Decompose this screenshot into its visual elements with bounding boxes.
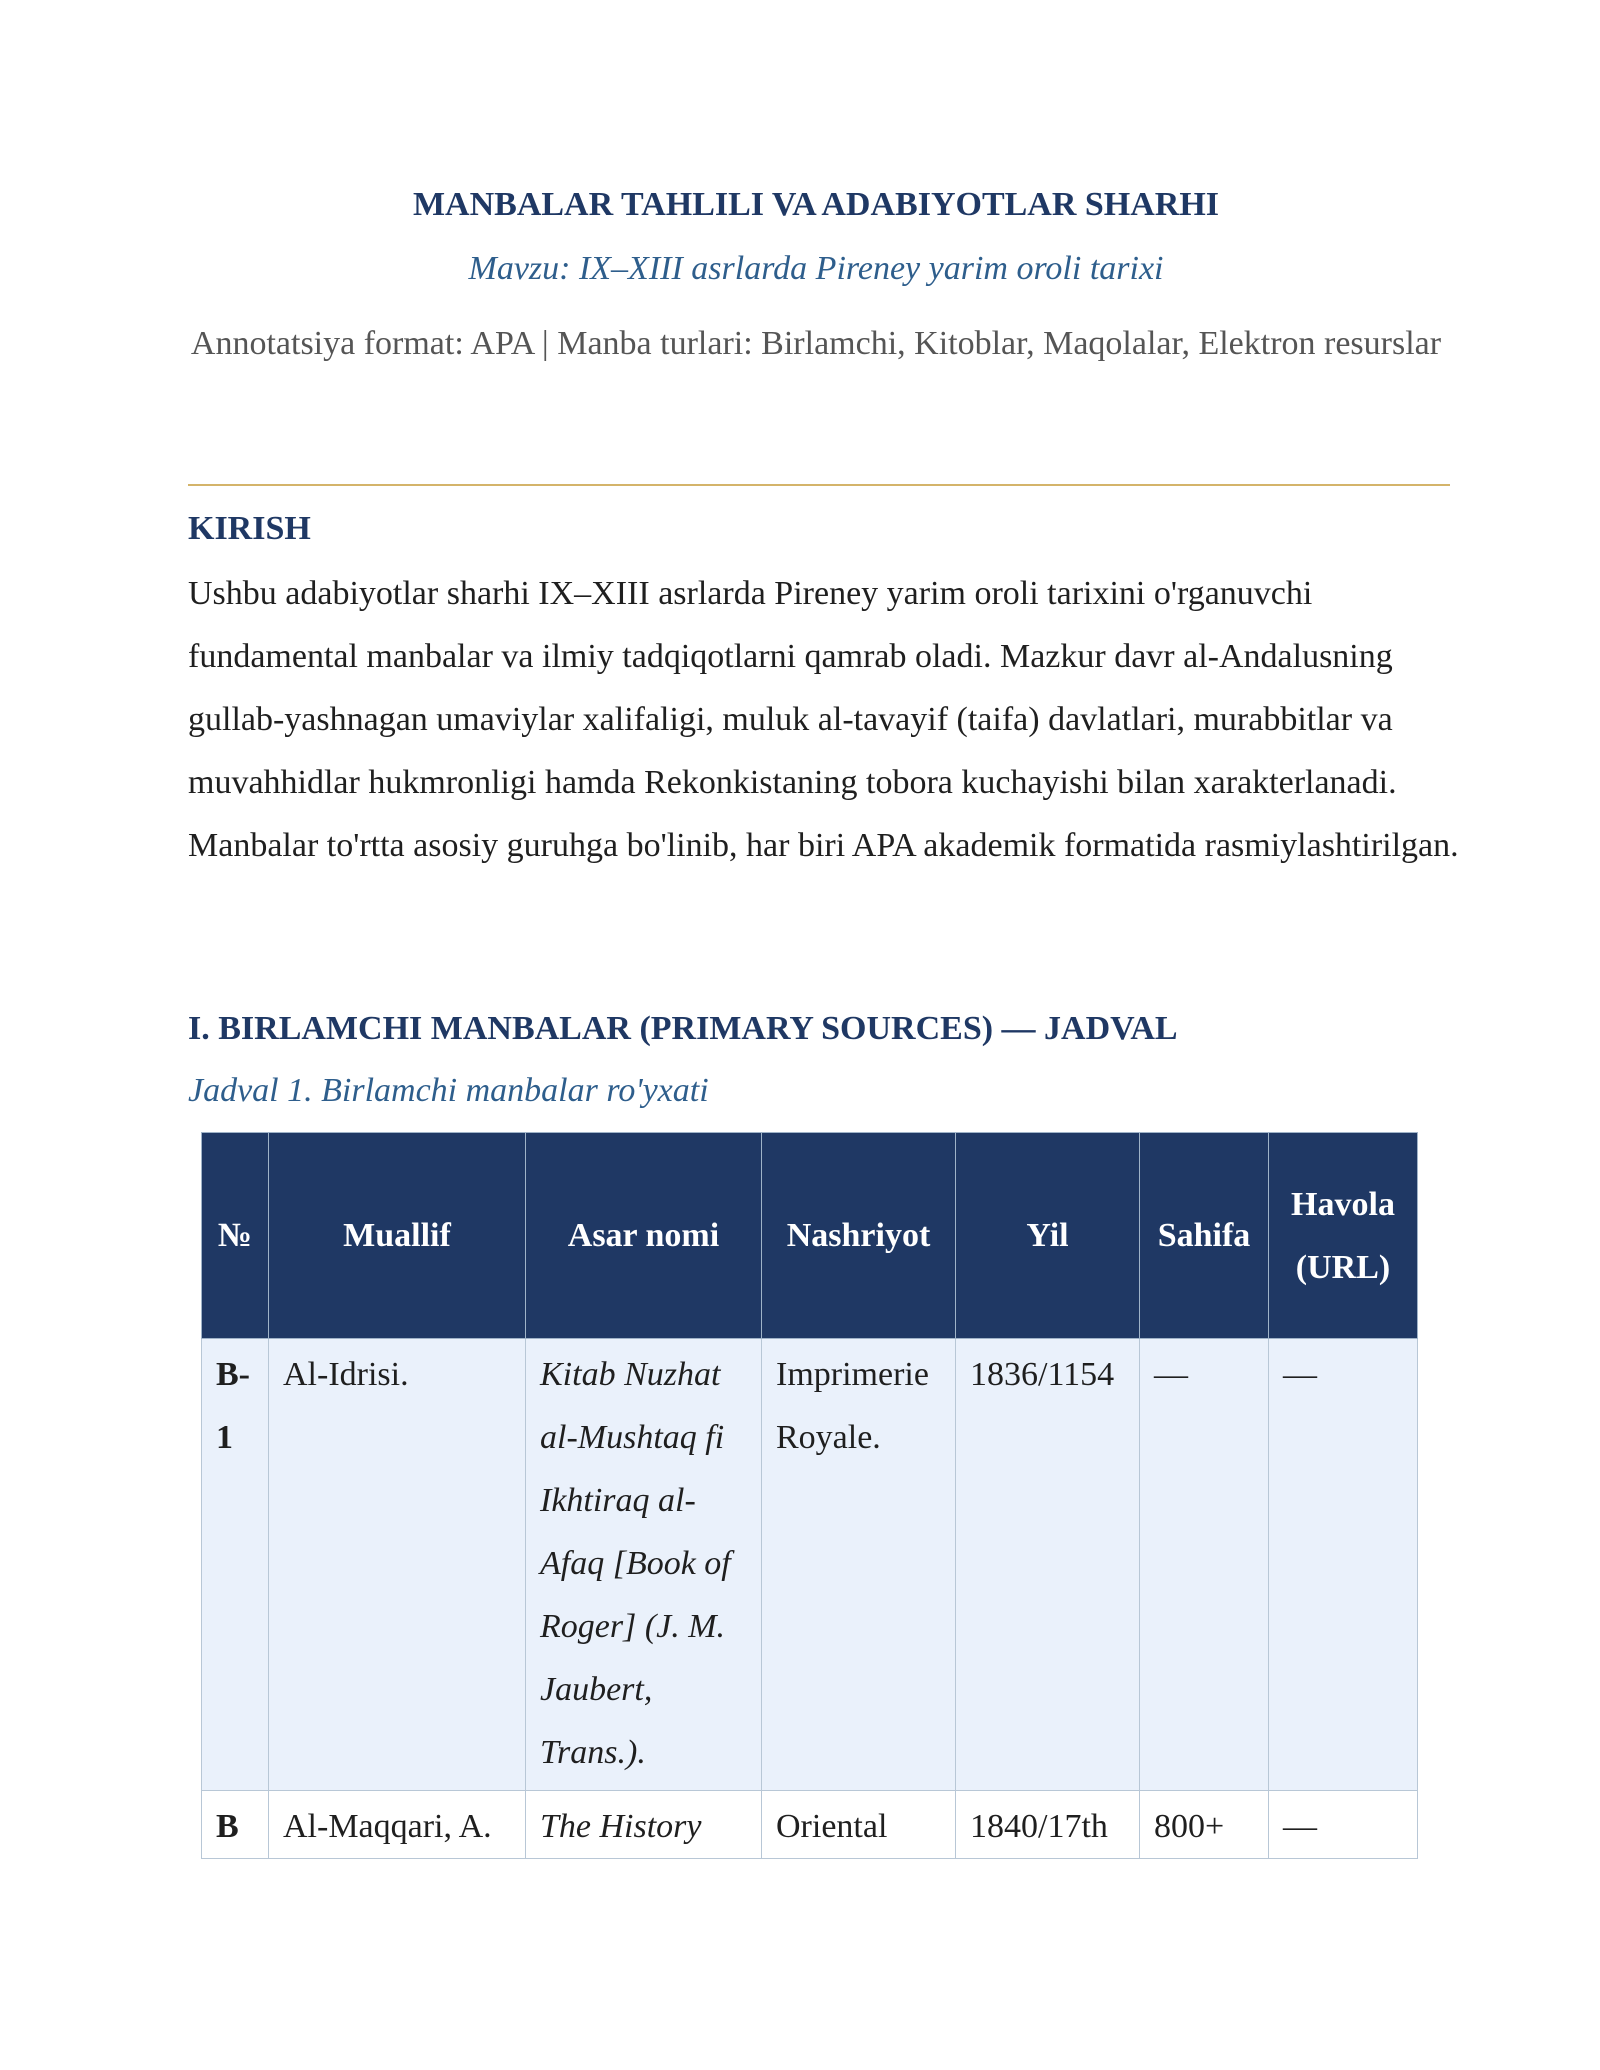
table-row: [202, 1339, 1418, 1791]
column-header-url: Havola (URL): [1269, 1133, 1418, 1339]
document-meta: Annotatsiya format: APA | Manba turlari: Birlamchi, Kitoblar, Maqolalar, Elektron resurslar: [190, 325, 1442, 362]
section-heading: I. BIRLAMCHI MANBALAR (PRIMARY SOURCES) — JADVAL: [188, 1010, 1178, 1047]
table-row: [202, 1791, 1418, 1859]
document-subtitle: Mavzu: IX–XIII asrlarda Pireney yarim oroli tarixi: [468, 250, 1164, 287]
row-publisher: Imprimerie Royale.: [762, 1339, 956, 1791]
row-title: Kitab Nuzhat al-Mushtaq fi Ikhtiraq al-Afaq [Book of Roger] (J. M. Jaubert, Trans.).: [526, 1339, 762, 1791]
column-header-publisher: Nashriyot: [762, 1133, 956, 1339]
row-publisher: Oriental: [762, 1791, 956, 1859]
row-pages: —: [1140, 1339, 1269, 1791]
gold-divider: [188, 484, 1450, 486]
row-year: 1836/1154: [956, 1339, 1140, 1791]
row-url: —: [1269, 1339, 1418, 1791]
row-year: 1840/17th: [956, 1791, 1140, 1859]
column-header-pages: Sahifa: [1140, 1133, 1269, 1339]
row-id: B-1: [202, 1339, 269, 1791]
row-pages: 800+: [1140, 1791, 1269, 1859]
document-title: MANBALAR TAHLILI VA ADABIYOTLAR SHARHI: [412, 186, 1220, 223]
table-caption: Jadval 1. Birlamchi manbalar ro'yxati: [188, 1072, 709, 1109]
intro-paragraph: Ushbu adabiyotlar sharhi IX–XIII asrlarda Pireney yarim oroli tarixini o'rganuvchi fundamental manbalar va ilmiy tadqiqotlarni qamrab oladi. Mazkur davr al-Andalusning gullab-yashnagan umaviylar xalifaligi, muluk al-tavayif (taifa) davlatlari, murabbitlar va muvahhidlar hukmronligi hamda Rekonkistaning tobora kuchayishi bilan xarakterlanadi. Manbalar to'rtta asosiy guruhga bo'linib, har biri APA akademik formatida rasmiylashtirilgan.: [188, 575, 1459, 864]
column-header-title: Asar nomi: [526, 1133, 762, 1339]
row-id: B: [202, 1791, 269, 1859]
row-url: —: [1269, 1791, 1418, 1859]
column-header-no: №: [202, 1133, 269, 1339]
primary-sources-table: [201, 1132, 1418, 1859]
row-title: The History: [526, 1791, 762, 1859]
column-header-author: Muallif: [269, 1133, 526, 1339]
column-header-year: Yil: [956, 1133, 1140, 1339]
table-header-row: [202, 1133, 1418, 1339]
intro-heading: KIRISH: [188, 510, 311, 547]
row-author: Al-Maqqari, A.: [269, 1791, 526, 1859]
row-author: Al-Idrisi.: [269, 1339, 526, 1791]
